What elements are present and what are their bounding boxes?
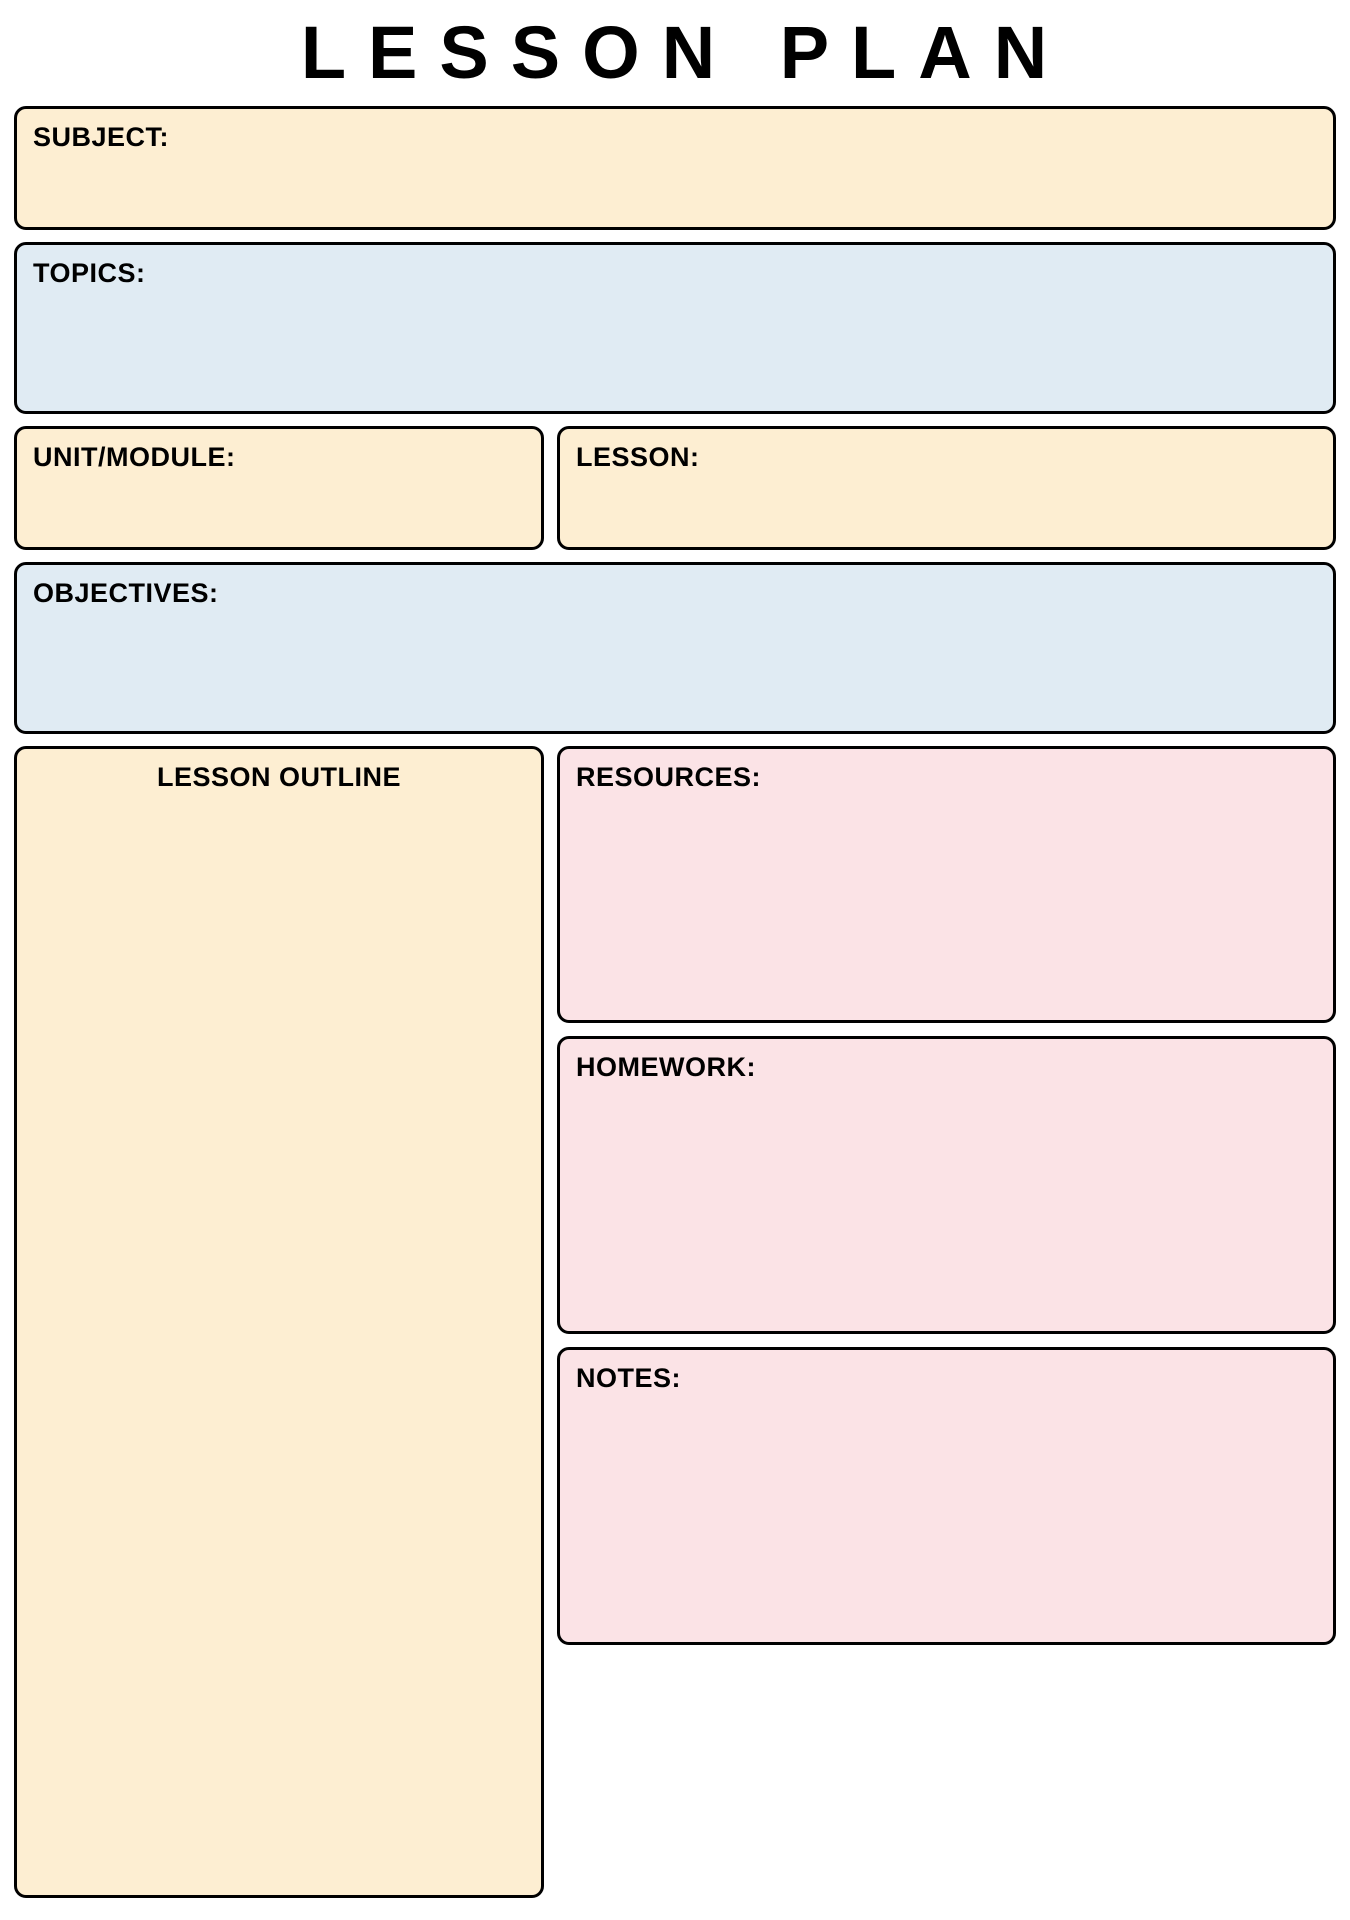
- homework-field[interactable]: [557, 1036, 1336, 1334]
- topics-field[interactable]: [14, 242, 1336, 414]
- notes-field[interactable]: [557, 1347, 1336, 1645]
- lesson-outline-label: LESSON OUTLINE: [156, 762, 401, 792]
- subject-field[interactable]: [14, 106, 1336, 230]
- right-column: [557, 746, 1336, 1898]
- unit-module-field[interactable]: [14, 426, 544, 550]
- lesson-field[interactable]: [557, 426, 1336, 550]
- page-title: LESSON PLAN: [300, 11, 1070, 94]
- objectives-label: OBJECTIVES:: [33, 578, 219, 608]
- objectives-field[interactable]: [14, 562, 1336, 734]
- homework-label: HOMEWORK:: [576, 1052, 756, 1082]
- resources-label: RESOURCES:: [576, 762, 762, 792]
- lesson-outline-field[interactable]: [14, 746, 544, 1898]
- notes-label: NOTES:: [576, 1363, 682, 1393]
- unit-lesson-row: [14, 426, 1336, 550]
- resources-field[interactable]: [557, 746, 1336, 1023]
- subject-label: SUBJECT:: [33, 122, 170, 152]
- bottom-row: [14, 746, 1336, 1898]
- lesson-label: LESSON:: [576, 442, 700, 472]
- unit-module-label: UNIT/MODULE:: [33, 442, 236, 472]
- topics-label: TOPICS:: [33, 258, 146, 288]
